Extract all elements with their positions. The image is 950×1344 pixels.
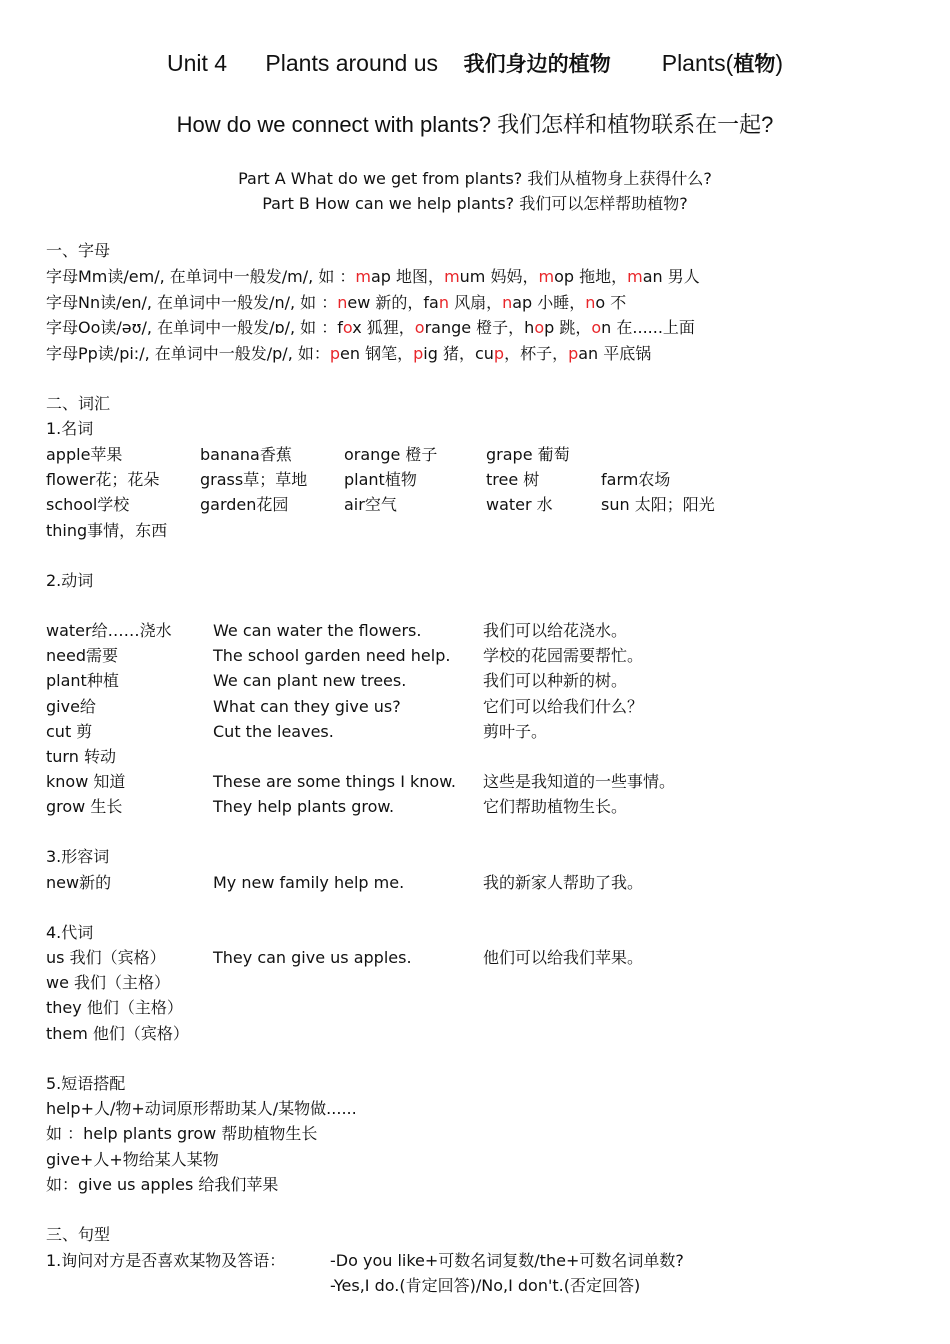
highlight-letter: p	[493, 344, 505, 363]
verb-word: know 知道	[46, 772, 126, 792]
letter-row	[46, 317, 695, 339]
highlight-letter: o	[591, 318, 602, 337]
example-word: ew 新的，fa	[347, 293, 439, 312]
example-word: ，杯子，	[504, 344, 569, 363]
phrase-line: 如：give us apples 给我们苹果	[46, 1174, 279, 1194]
verb-word: grow 生长	[46, 797, 123, 817]
example-word: ap 地图，	[371, 267, 445, 286]
verbs-heading: 2.动词	[46, 571, 94, 590]
title-cn: 我们身边的植物	[463, 51, 611, 76]
part-a: Part A What do we get from plants? 我们从植物身上获得什么?	[238, 169, 712, 188]
verb-example: The school garden need help.	[213, 646, 451, 666]
unit-title	[0, 48, 950, 78]
verb-word: cut 剪	[46, 721, 93, 741]
highlight-letter: m	[355, 267, 371, 286]
title-en: Plants around us	[265, 50, 439, 76]
letter-row-prefix: 字母Mm读/em/, 在单词中一般发/m/, 如 ：	[46, 267, 356, 286]
phrase-line: help+人/物+动词原形帮助某人/某物做......	[46, 1099, 357, 1118]
pron-word: them 他们（宾格）	[46, 1023, 189, 1043]
noun-item: grass草；草地	[200, 470, 308, 489]
highlight-letter: m	[444, 267, 460, 286]
noun-item: plant植物	[344, 470, 417, 489]
example-word: 风扇，	[448, 293, 503, 312]
highlight-letter: p	[568, 344, 579, 363]
pron-heading: 4.代词	[46, 923, 94, 942]
sentence-item-label: 1.询问对方是否喜欢某物及答语：	[46, 1251, 286, 1270]
verb-example: We can plant new trees.	[213, 671, 407, 691]
example-word: en 钢笔，	[340, 344, 414, 363]
noun-item: banana香蕉	[200, 445, 292, 464]
sentence-question: -Do you like+可数名词复数/the+可数名词单数?	[330, 1251, 684, 1270]
noun-item: tree 树	[486, 470, 540, 489]
letter-row	[46, 292, 626, 314]
noun-item: orange 橙子	[344, 445, 438, 464]
phrase-heading: 5.短语搭配	[46, 1074, 126, 1093]
verb-translation: 它们帮助植物生长。	[483, 797, 628, 817]
noun-item: thing事情，东西	[46, 521, 168, 540]
noun-item: sun 太阳；阳光	[601, 495, 715, 514]
unit-question: How do we connect with plants? 我们怎样和植物联系在一起?	[176, 112, 774, 137]
topic: Plants(	[661, 50, 734, 76]
noun-item: apple苹果	[46, 445, 123, 464]
highlight-letter: m	[627, 267, 643, 286]
example-word: n 在......上面	[601, 318, 695, 337]
noun-item: grape 葡萄	[486, 445, 570, 464]
highlight-letter: o	[534, 318, 545, 337]
letter-row-prefix: 字母Nn读/en/, 在单词中一般发/n/, 如 ：	[46, 293, 338, 312]
verb-example: What can they give us?	[213, 696, 401, 716]
example-word: o 不	[595, 293, 627, 312]
letter-row	[46, 343, 651, 365]
phrase-line: 如 ：help plants grow 帮助植物生长	[46, 1124, 318, 1144]
verb-translation: 这些是我知道的一些事情。	[483, 772, 676, 792]
highlight-letter: o	[342, 318, 353, 337]
adj-heading: 3.形容词	[46, 847, 110, 866]
highlight-letter: n	[502, 293, 513, 312]
adj-example: My new family help me.	[213, 873, 405, 892]
letter-row	[46, 266, 700, 288]
highlight-letter: p	[329, 344, 341, 363]
pron-word: us 我们（宾格）	[46, 948, 166, 967]
example-word: an 平底锅	[578, 344, 652, 363]
highlight-letter: n	[585, 293, 596, 312]
verb-word: turn 转动	[46, 747, 116, 766]
adj-translation: 我的新家人帮助了我。	[483, 873, 644, 892]
highlight-letter: m	[538, 267, 555, 286]
verb-word: need需要	[46, 646, 118, 666]
verb-example: These are some things I know.	[213, 772, 456, 792]
verb-translation: 剪叶子。	[483, 721, 548, 741]
example-word: um 妈妈，	[459, 267, 539, 286]
highlight-letter: p	[413, 344, 424, 363]
highlight-letter: n	[438, 293, 449, 312]
parts-block	[0, 166, 950, 216]
verb-translation: 我们可以给花浇水。	[483, 621, 628, 640]
pron-word: we 我们（主格）	[46, 973, 171, 993]
example-word: p 跳，	[544, 318, 592, 337]
topic-close: )	[775, 50, 783, 76]
example-word: x 狐狸，	[352, 318, 415, 337]
section-heading-sentences: 三、句型	[46, 1225, 111, 1244]
example-word: ap 小睡，	[512, 293, 586, 312]
phrase-line: give+人+物给某人某物	[46, 1149, 219, 1169]
letter-row-prefix: 字母Pp读/pi:/, 在单词中一般发/p/, 如：	[46, 344, 330, 363]
part-b: Part B How can we help plants? 我们可以怎样帮助植物?	[262, 194, 688, 213]
verb-translation: 它们可以给我们什么？	[483, 696, 644, 716]
noun-item: garden花园	[200, 495, 289, 514]
unit-number: Unit 4	[166, 50, 228, 76]
highlight-letter: o	[414, 318, 425, 337]
example-word: op 拖地，	[554, 267, 628, 286]
pron-translation: 他们可以给我们苹果。	[483, 948, 644, 967]
verb-word: water给……浇水	[46, 621, 172, 640]
adj-word: new新的	[46, 873, 112, 892]
highlight-letter: n	[337, 293, 348, 312]
verb-word: give给	[46, 696, 96, 716]
verb-word: plant种植	[46, 671, 119, 691]
noun-item: school学校	[46, 495, 130, 514]
verb-example: We can water the flowers.	[213, 621, 422, 640]
pron-word: they 他们（主格）	[46, 998, 183, 1018]
noun-item: farm农场	[601, 470, 671, 489]
verb-translation: 我们可以种新的树。	[483, 671, 628, 691]
nouns-heading: 1.名词	[46, 419, 94, 438]
topic-cn: 植物	[733, 51, 776, 76]
letter-row-prefix: 字母Oo读/əʊ/, 在单词中一般发/ɒ/, 如 ：f	[46, 318, 343, 337]
noun-item: flower花；花朵	[46, 470, 160, 489]
section-heading-letters: 一、字母	[46, 241, 111, 260]
verb-translation: 学校的花园需要帮忙。	[483, 646, 644, 666]
verb-example: Cut the leaves.	[213, 721, 334, 741]
example-word: ig 猪，cu	[423, 344, 494, 363]
example-word: range 橙子，h	[424, 318, 535, 337]
sentence-answer: -Yes,I do.(肯定回答)/No,I don't.(否定回答)	[330, 1276, 641, 1295]
noun-item: water 水	[486, 495, 553, 514]
section-heading-vocab: 二、词汇	[46, 394, 111, 413]
pron-example: They can give us apples.	[213, 948, 412, 967]
noun-item: air空气	[344, 495, 397, 514]
example-word: an 男人	[642, 267, 700, 286]
verb-example: They help plants grow.	[213, 797, 395, 817]
